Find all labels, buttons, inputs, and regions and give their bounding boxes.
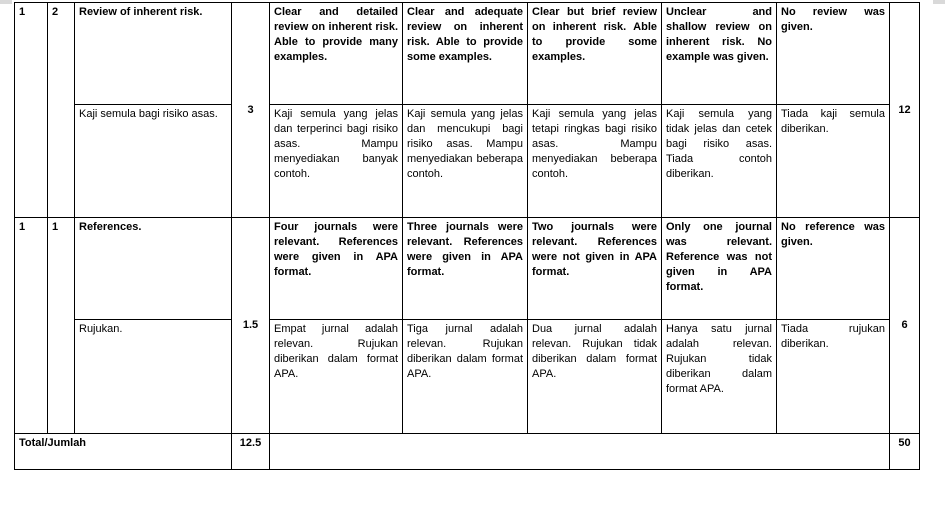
level-2-ms-cell: Tiga jurnal adalah relevan. Rujukan diberikan dalam format APA.: [403, 319, 528, 433]
total-spacer: [270, 433, 890, 469]
level-5-ms-cell: Tiada rujukan diberikan.: [777, 319, 890, 433]
level-3-en-cell: Clear but brief review on inherent risk. Able to provide some examples.: [528, 3, 662, 105]
table-row: [15, 319, 920, 433]
col-a-cell-empty: [15, 105, 48, 218]
total-label: Total/Jumlah: [15, 433, 232, 469]
col-b-cell: 1: [48, 218, 75, 319]
level-2-en-cell: Clear and adequate review on inherent risk. Able to provide some examples.: [403, 3, 528, 105]
level-3-en-cell: Two journals were relevant. References were not given in APA format.: [528, 218, 662, 319]
level-5-en-cell: No review was given.: [777, 3, 890, 105]
col-b-cell: 2: [48, 3, 75, 105]
level-4-en-cell: Only one journal was relevant. Reference was not given in APA format.: [662, 218, 777, 319]
level-3-ms-cell: Dua jurnal adalah relevan. Rujukan tidak diberikan dalam format APA.: [528, 319, 662, 433]
table-row: [15, 218, 920, 319]
level-4-ms-cell: Hanya satu jurnal adalah relevan. Rujukan tidak diberikan dalam format APA.: [662, 319, 777, 433]
level-3-ms-cell: Kaji semula yang jelas tetapi ringkas bagi risiko asas. Mampu menyediakan beberapa contoh.: [528, 105, 662, 218]
total-weight: 12.5: [232, 433, 270, 469]
col-a-cell: 1: [15, 218, 48, 319]
level-1-ms-cell: Kaji semula yang jelas dan terperinci bagi risiko asas. Mampu menyediakan banyak contoh.: [270, 105, 403, 218]
score-cell: 6: [890, 218, 920, 433]
rubric-table: [14, 2, 920, 470]
score-cell: 12: [890, 3, 920, 218]
weight-cell: 3: [232, 3, 270, 218]
criteria-en-cell: Review of inherent risk.: [75, 3, 232, 105]
level-2-en-cell: Three journals were relevant. References were given in APA format.: [403, 218, 528, 319]
corner-marker-right: [933, 0, 945, 4]
criteria-ms-cell: Rujukan.: [75, 319, 232, 433]
level-1-en-cell: Clear and detailed review on inherent risk. Able to provide many examples.: [270, 3, 403, 105]
col-b-cell-empty: [48, 105, 75, 218]
corner-marker-left: [0, 0, 12, 4]
level-1-ms-cell: Empat jurnal adalah relevan. Rujukan diberikan dalam format APA.: [270, 319, 403, 433]
table-row: [15, 3, 920, 105]
col-a-cell: 1: [15, 3, 48, 105]
criteria-en-cell: References.: [75, 218, 232, 319]
total-score: 50: [890, 433, 920, 469]
level-5-ms-cell: Tiada kaji semula diberikan.: [777, 105, 890, 218]
level-4-en-cell: Unclear and shallow review on inherent risk. No example was given.: [662, 3, 777, 105]
weight-cell: 1.5: [232, 218, 270, 433]
level-1-en-cell: Four journals were relevant. References were given in APA format.: [270, 218, 403, 319]
col-a-cell-empty: [15, 319, 48, 433]
level-4-ms-cell: Kaji semula yang tidak jelas dan cetek bagi risiko asas. Tiada contoh diberikan.: [662, 105, 777, 218]
criteria-ms-cell: Kaji semula bagi risiko asas.: [75, 105, 232, 218]
total-row: [15, 433, 920, 469]
col-b-cell-empty: [48, 319, 75, 433]
table-row: [15, 105, 920, 218]
level-5-en-cell: No reference was given.: [777, 218, 890, 319]
level-2-ms-cell: Kaji semula yang jelas dan mencukupi bagi risiko asas. Mampu menyediakan beberapa contoh.: [403, 105, 528, 218]
